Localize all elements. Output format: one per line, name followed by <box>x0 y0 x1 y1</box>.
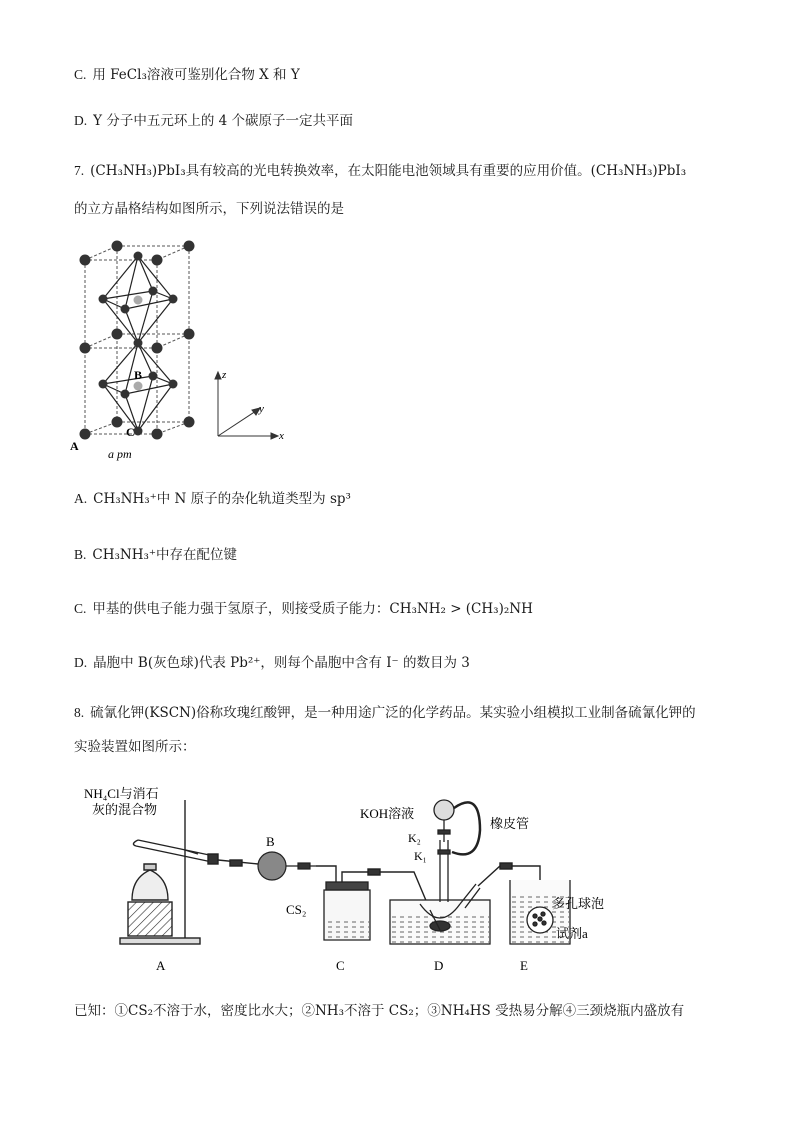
option-text: CH₃NH₃⁺中存在配位键 <box>92 547 238 563</box>
option-6d <box>74 112 353 130</box>
option-label: D. <box>74 655 88 670</box>
question-text: 的立方晶格结构如图所示，下列说法错误的是 <box>74 201 344 217</box>
atom-label-a: A <box>70 439 79 453</box>
label-d: D <box>434 958 444 973</box>
option-7a <box>74 490 351 508</box>
axis-z-label: z <box>222 369 227 381</box>
mix-label-2: 灰的混合物 <box>92 802 158 817</box>
option-7c <box>74 600 533 618</box>
mix-label-1: NH₄Cl与消石 <box>84 786 159 801</box>
apparatus-a <box>120 800 218 944</box>
option-label: A. <box>74 491 88 506</box>
question-text: (CH₃NH₃)PbI₃具有较高的光电转换效率，在太阳能电池领域具有重要的应用价值。(CH₃NH₃)PbI₃ <box>90 163 687 179</box>
label-c: C <box>336 958 345 973</box>
question-8-stem-line2 <box>74 738 196 756</box>
label-k2: K₂ <box>408 831 421 845</box>
atom-label-b: B <box>134 368 143 382</box>
option-label: B. <box>74 547 87 562</box>
crystal-lattice-figure <box>68 236 298 462</box>
option-6c <box>74 66 300 84</box>
option-label: C. <box>74 67 87 82</box>
question-text: 硫氰化钾(KSCN)俗称玫瑰红酸钾，是一种用途广泛的化学药品。某实验小组模拟工业制备硫氰化钾的 <box>90 705 696 721</box>
label-cs2: CS₂ <box>286 902 307 917</box>
question-number: 8. <box>74 705 85 720</box>
label-b: B <box>266 834 275 849</box>
known-text: 已知：①CS₂不溶于水，密度比水大；②NH₃不溶于 CS₂；③NH₄HS 受热易分解④三颈烧瓶内盛放有 <box>74 1003 685 1019</box>
edge-length-label: a pm <box>108 447 132 461</box>
atom-label-c: C <box>126 425 135 439</box>
apparatus-figure <box>80 780 640 976</box>
label-reagent: 试剂a <box>556 926 588 941</box>
option-text: 用 FeCl₃溶液可鉴别化合物 X 和 Y <box>92 67 300 83</box>
question-7-stem-line1 <box>74 162 686 180</box>
label-k1: K₁ <box>414 849 427 863</box>
question-8-known <box>74 1002 684 1020</box>
option-text: CH₃NH₃⁺中 N 原子的杂化轨道类型为 sp³ <box>93 491 351 507</box>
axis-y-label: y <box>259 403 264 415</box>
label-a: A <box>156 958 166 973</box>
option-7b <box>74 546 237 564</box>
axis-x-label: x <box>279 430 284 442</box>
option-text: Y 分子中五元环上的 4 个碳原子一定共平面 <box>93 113 353 129</box>
question-8-stem-line1 <box>74 704 696 722</box>
option-label: C. <box>74 601 87 616</box>
option-text: 晶胞中 B(灰色球)代表 Pb²⁺，则每个晶胞中含有 I⁻ 的数目为 3 <box>93 655 470 671</box>
option-7d <box>74 654 470 672</box>
label-e: E <box>520 958 528 973</box>
label-koh: KOH溶液 <box>360 806 415 821</box>
question-text: 实验装置如图所示： <box>74 739 196 755</box>
option-text: 甲基的供电子能力强于氢原子，则接受质子能力：CH₃NH₂ > (CH₃)₂NH <box>92 601 533 617</box>
question-number: 7. <box>74 163 85 178</box>
label-porous-bulb: 多孔球泡 <box>552 896 605 911</box>
question-7-stem-line2 <box>74 200 344 218</box>
option-label: D. <box>74 113 88 128</box>
apparatus-c <box>324 882 370 940</box>
label-hose: 橡皮管 <box>490 816 530 831</box>
apparatus-b <box>258 852 316 880</box>
